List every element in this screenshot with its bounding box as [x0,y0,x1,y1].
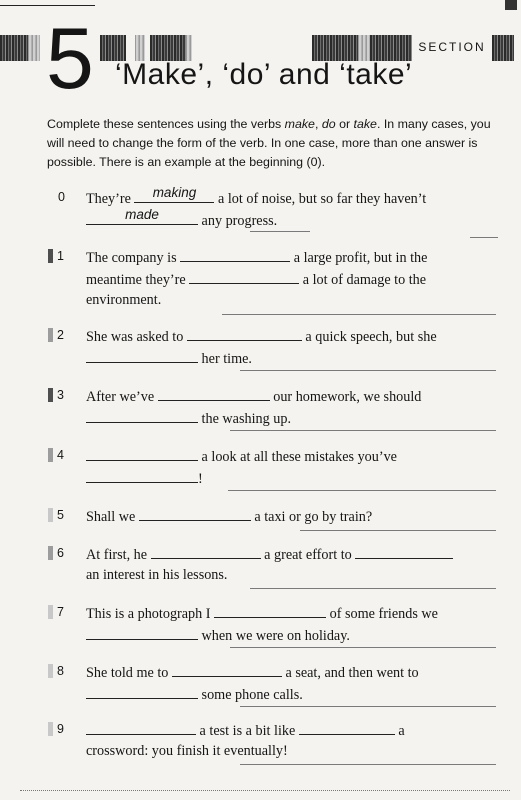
item-text: This is a photograph I of some friends we when we were on holiday. [86,602,496,646]
answer-blank[interactable] [299,719,395,735]
item-text: The company is a large profit, but in the meantime they’re a lot of damage to the environment. [86,246,496,310]
item-number: 3 [57,388,64,402]
page-title: ‘Make’, ‘do’ and ‘take’ [115,58,413,91]
item-number: 6 [57,546,64,560]
answer-blank[interactable] [86,209,198,225]
corner-mark [505,0,517,10]
item-text: After we’ve our homework, we should the washing up. [86,385,496,429]
section-number: 5 [40,16,100,102]
item-marker [48,508,53,522]
item-number: 5 [57,508,64,522]
item-number: 1 [57,249,64,263]
answer-blank[interactable] [134,187,214,203]
item-number: 8 [57,664,64,678]
item-text: She told me to a seat, and then went to some phone calls. [86,661,496,705]
instructions: Complete these sentences using the verbs make, do or take. In many cases, you will need to change the form of the verb. In one case, more than one answer is possible. There is an example at the beginning (0). [47,117,491,169]
item-text: a test is a bit like a crossword: you finish it eventually! [86,719,496,761]
item-marker [48,448,53,462]
item-text: She was asked to a quick speech, but she her time. [86,325,496,369]
item-marker [48,605,53,619]
item-marker [48,664,53,678]
item-marker [48,249,53,263]
item-number: 2 [57,328,64,342]
item-marker [48,722,53,736]
top-rule [0,5,95,6]
item-marker [48,546,53,560]
answer-blank[interactable] [189,268,299,284]
answer-blank[interactable] [86,624,198,640]
verb-take: take [353,117,377,131]
answer-blank[interactable] [158,385,270,401]
answer-blank[interactable] [139,505,251,521]
bottom-rule [20,790,510,791]
item-number: 0 [58,190,65,204]
section-label: SECTION [412,38,492,56]
item-marker [48,388,53,402]
answer-blank[interactable] [187,325,302,341]
answer-blank[interactable] [86,683,198,699]
item-number: 4 [57,448,64,462]
item-text: At first, he a great effort to an interest in his lessons. [86,543,496,585]
item-number: 9 [57,722,64,736]
example-answer: making [152,185,197,200]
item-marker [48,328,53,342]
item-text: They’re making a lot of noise, but so far they haven’t made any progress. [86,185,427,229]
answer-blank[interactable] [180,246,290,262]
answer-blank[interactable] [214,602,326,618]
answer-blank[interactable] [151,543,261,559]
item-text: Shall we a taxi or go by train? [86,505,496,527]
verb-do: do [321,117,336,131]
item-number: 7 [57,605,64,619]
example-answer: made [125,207,159,222]
answer-blank[interactable] [86,445,198,461]
item-text: a look at all these mistakes you’ve ! [86,445,496,489]
answer-blank[interactable] [86,467,198,483]
answer-blank[interactable] [355,543,453,559]
answer-blank[interactable] [86,719,196,735]
answer-blank[interactable] [172,661,282,677]
answer-blank[interactable] [86,347,198,363]
verb-make: make [284,117,315,131]
answer-blank[interactable] [86,407,198,423]
